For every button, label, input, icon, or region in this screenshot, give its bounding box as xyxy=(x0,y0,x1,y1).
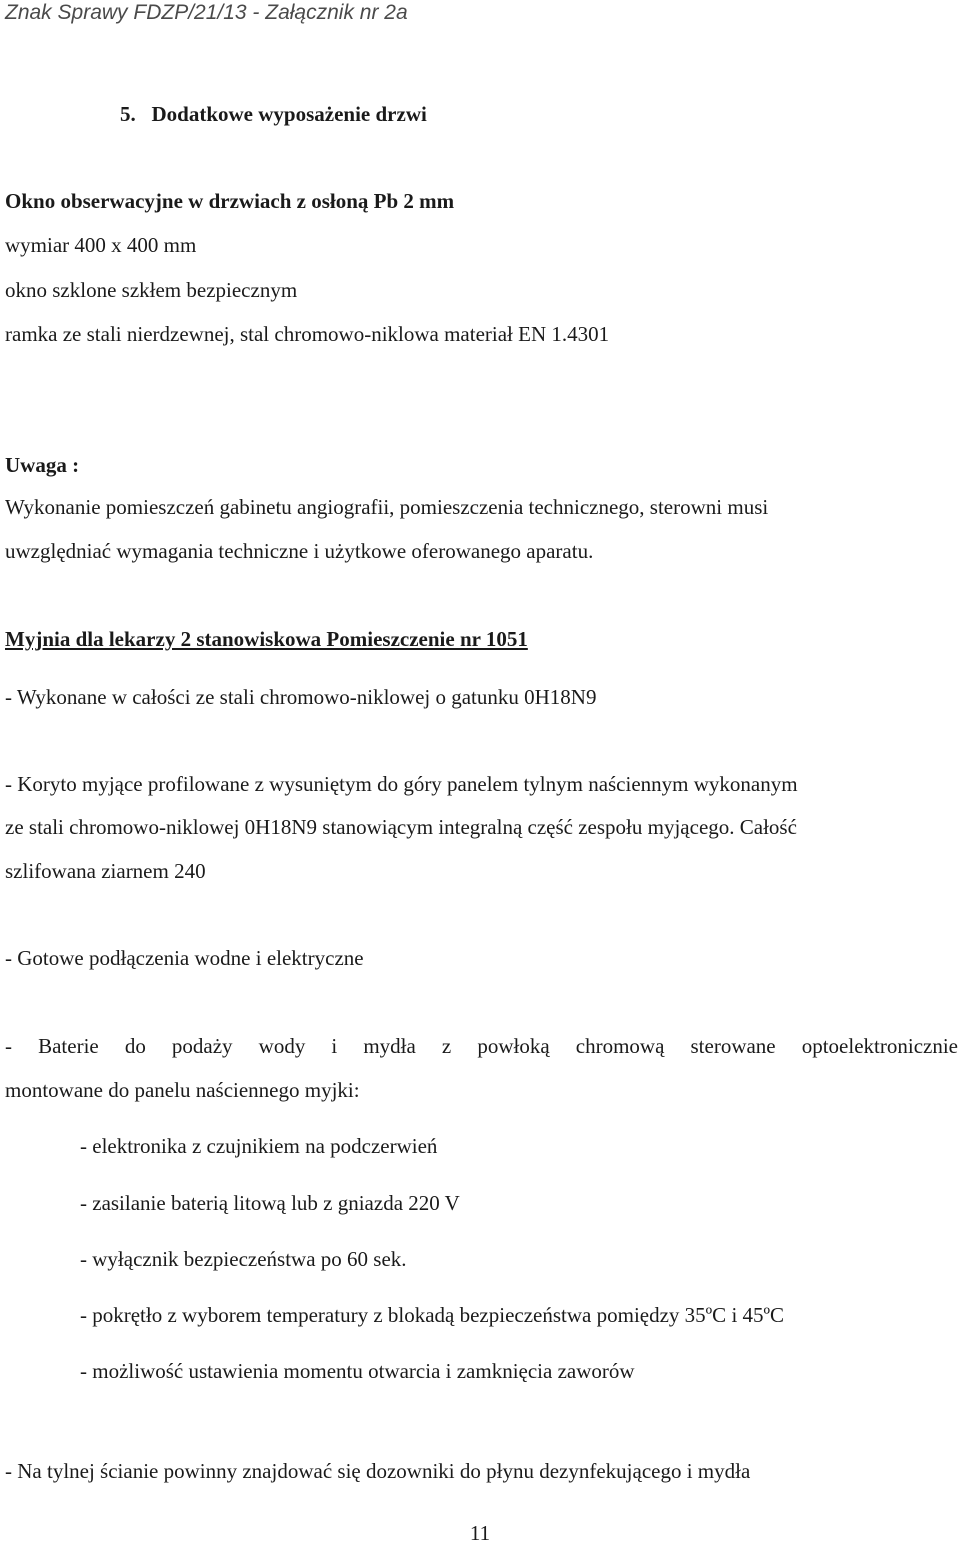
window-title: Okno obserwacyjne w drzwiach z osłoną Pb 2 mm xyxy=(5,189,455,213)
list-item: - możliwość ustawienia momentu otwarcia i zamknięcia zaworów xyxy=(80,1359,635,1383)
section-number: 5. xyxy=(120,102,136,126)
washroom-title: Myjnia dla lekarzy 2 stanowiskowa Pomieszczenie nr 1051 xyxy=(5,627,528,651)
washroom-paragraph-line: montowane do panelu naściennego myjki: xyxy=(5,1078,360,1102)
washroom-paragraph-line: - Koryto myjące profilowane z wysuniętym do góry panelem tylnym naściennym wykonanym xyxy=(5,772,798,796)
washroom-paragraph: - Wykonane w całości ze stali chromowo-niklowej o gatunku 0H18N9 xyxy=(5,685,597,709)
washroom-paragraph: - Na tylnej ścianie powinny znajdować się dozowniki do płynu dezynfekującego i mydła xyxy=(5,1459,751,1483)
section-heading xyxy=(120,104,427,125)
washroom-paragraph: - Gotowe podłączenia wodne i elektryczne xyxy=(5,946,364,970)
list-item: - pokrętło z wyborem temperatury z blokadą bezpieczeństwa pomiędzy 35ºC i 45ºC xyxy=(80,1303,785,1327)
washroom-paragraph-line: ze stali chromowo-niklowej 0H18N9 stanowiącym integralną część zespołu myjącego. Całość xyxy=(5,815,797,839)
list-item: - zasilanie baterią litową lub z gniazda 220 V xyxy=(80,1191,460,1215)
washroom-paragraph-line: szlifowana ziarnem 240 xyxy=(5,859,206,883)
section-title: Dodatkowe wyposażenie drzwi xyxy=(151,102,427,126)
page-number: 11 xyxy=(469,1521,491,1545)
washroom-paragraph-line: - Baterie do podaży wody i mydła z powłoką chromową sterowane optoelektronicznie xyxy=(5,1034,958,1058)
window-spec-line: okno szklone szkłem bezpiecznym xyxy=(5,278,298,302)
list-item: - elektronika z czujnikiem na podczerwień xyxy=(80,1134,438,1158)
document-header: Znak Sprawy FDZP/21/13 - Załącznik nr 2a xyxy=(5,1,408,24)
note-line: Wykonanie pomieszczeń gabinetu angiografii, pomieszczenia technicznego, sterowni musi xyxy=(5,495,769,519)
note-line: uwzględniać wymagania techniczne i użytkowe oferowanego aparatu. xyxy=(5,539,594,563)
note-label: Uwaga : xyxy=(5,453,80,477)
window-spec-line: ramka ze stali nierdzewnej, stal chromowo-niklowa materiał EN 1.4301 xyxy=(5,322,610,346)
list-item: - wyłącznik bezpieczeństwa po 60 sek. xyxy=(80,1247,407,1271)
window-spec-line: wymiar 400 x 400 mm xyxy=(5,233,197,257)
